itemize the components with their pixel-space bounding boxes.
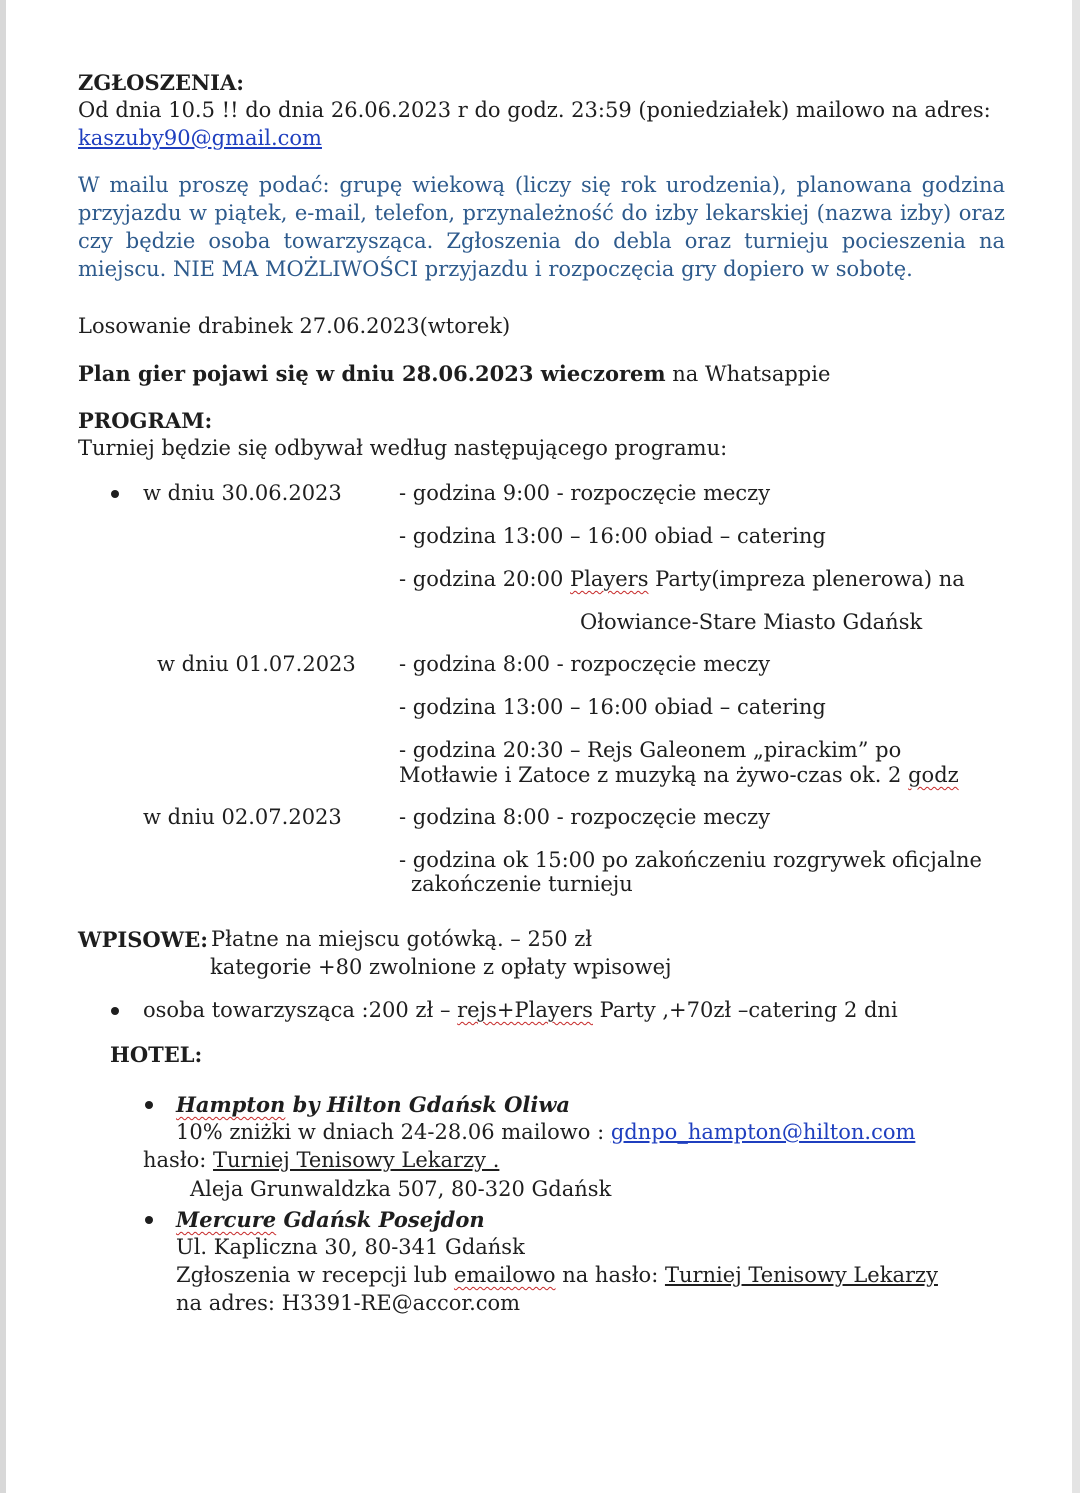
day1-item-2: - godzina 13:00 – 16:00 obiad – catering (399, 524, 826, 548)
day1-party (399, 569, 965, 590)
day1-item-1: - godzina 9:00 - rozpoczęcie meczy (399, 481, 771, 505)
registration-info-line-1: W mailu proszę podać: grupę wiekową (liczy się rok urodzenia), planowana godzina (78, 173, 1005, 197)
mercure-booking-word: emailowo (453, 1263, 556, 1287)
day1-party-rest: Party(impreza plenerowa) na (648, 567, 965, 591)
day2-item-2: - godzina 13:00 – 16:00 obiad – catering (399, 695, 826, 719)
hampton-password-label: hasło: (143, 1148, 214, 1172)
mercure-password-value: Turniej Tenisowy Lekarzy (664, 1263, 938, 1287)
draw-date: Losowanie drabinek 27.06.2023(wtorek) (78, 314, 511, 338)
hampton-password (143, 1150, 499, 1171)
day2-item-3: - godzina 20:30 – Rejs Galeonem „pirackim” po (399, 738, 902, 762)
game-plan-bold: Plan gier pojawi się w dniu 28.06.2023 wieczorem (78, 361, 666, 386)
game-plan-rest: na Whatsappie (665, 362, 831, 386)
bullet-icon (111, 490, 119, 498)
mercure-address: Ul. Kapliczna 30, 80-341 Gdańsk (176, 1235, 525, 1259)
program-heading: PROGRAM: (78, 408, 213, 433)
mercure-address-label: na adres: (176, 1291, 282, 1315)
hampton-password-value: Turniej Tenisowy Lekarzy . (213, 1148, 500, 1172)
day3-item-2: - godzina ok 15:00 po zakończeniu rozgrywek oficjalne (399, 848, 982, 872)
day2-cruise-text: Motławie i Zatoce z muzyką na żywo-czas ok. 2 (399, 763, 909, 787)
mercure-name-first: Mercure (176, 1207, 277, 1232)
hampton-name (176, 1094, 570, 1115)
day3-item-3: zakończenie turnieju (411, 872, 633, 896)
entry-fee-label: WPISOWE: (78, 927, 208, 952)
registration-info-line-2: przyjazdu w piątek, e-mail, telefon, przynależność do izby lekarskiej (nazwa izby) oraz (78, 201, 1005, 225)
bullet-icon (111, 1007, 119, 1015)
mercure-booking (176, 1265, 938, 1286)
day3-label: w dniu 02.07.2023 (143, 805, 342, 829)
day1-label: w dniu 30.06.2023 (143, 481, 342, 505)
program-intro: Turniej będzie się odbywał według następującego programu: (78, 436, 728, 460)
registration-info-line-3: czy będzie osoba towarzysząca. Zgłoszenia do debla oraz turnieju pocieszenia na (78, 229, 1005, 253)
mercure-booking-mid: na hasło: (555, 1263, 665, 1287)
hotel-heading: HOTEL: (110, 1042, 203, 1067)
registrations-dates: Od dnia 10.5 !! do dnia 26.06.2023 r do godz. 23:59 (poniedziałek) mailowo na adres: (78, 98, 991, 122)
companion-fee-prefix: osoba towarzysząca :200 zł – (143, 998, 458, 1022)
registration-email-link[interactable]: kaszuby90@gmail.com (78, 126, 322, 150)
hampton-discount-text: 10% zniżki w dniach 24-28.06 mailowo : (176, 1120, 611, 1144)
registrations-heading: ZGŁOSZENIA: (78, 70, 245, 95)
hampton-address: Aleja Grunwaldzka 507, 80-320 Gdańsk (190, 1177, 612, 1201)
day2-cruise-unit: godz (908, 763, 959, 787)
page-left-edge (0, 0, 6, 1493)
day1-party-spell: Players (570, 567, 649, 591)
day1-party-place: Ołowiance-Stare Miasto Gdańsk (580, 610, 923, 634)
hampton-email-link[interactable]: gdnpo_hampton@hilton.com (610, 1120, 916, 1144)
entry-fee-line-1: Płatne na miejscu gotówką. – 250 zł (211, 927, 593, 951)
hampton-name-rest: by Hilton Gdańsk Oliwa (285, 1092, 571, 1117)
hampton-discount (176, 1122, 915, 1143)
companion-fee-spell: rejs+Players (457, 998, 593, 1022)
mercure-email: H3391-RE@accor.com (281, 1291, 521, 1315)
day2-label: w dniu 01.07.2023 (157, 652, 356, 676)
day3-item-1: - godzina 8:00 - rozpoczęcie meczy (399, 805, 771, 829)
bullet-icon (145, 1216, 153, 1224)
page-right-edge (1072, 0, 1080, 1493)
mercure-booking-prefix: Zgłoszenia w recepcji lub (176, 1263, 454, 1287)
day2-item-1: - godzina 8:00 - rozpoczęcie meczy (399, 652, 771, 676)
mercure-name (176, 1209, 485, 1230)
companion-fee (143, 1000, 898, 1021)
day2-cruise-line-2 (399, 765, 959, 786)
day1-party-prefix: - godzina 20:00 (399, 567, 570, 591)
game-plan-notice (78, 363, 830, 385)
mercure-name-rest: Gdańsk Posejdon (276, 1207, 485, 1232)
entry-fee-line-2: kategorie +80 zwolnione z opłaty wpisowej (210, 955, 672, 979)
registration-info-line-4: miejscu. NIE MA MOŻLIWOŚCI przyjazdu i rozpoczęcia gry dopiero w sobotę. (78, 257, 913, 281)
bullet-icon (145, 1101, 153, 1109)
companion-fee-rest: Party ,+70zł –catering 2 dni (592, 998, 898, 1022)
mercure-email-line (176, 1293, 520, 1314)
hampton-name-first: Hampton (176, 1092, 286, 1117)
